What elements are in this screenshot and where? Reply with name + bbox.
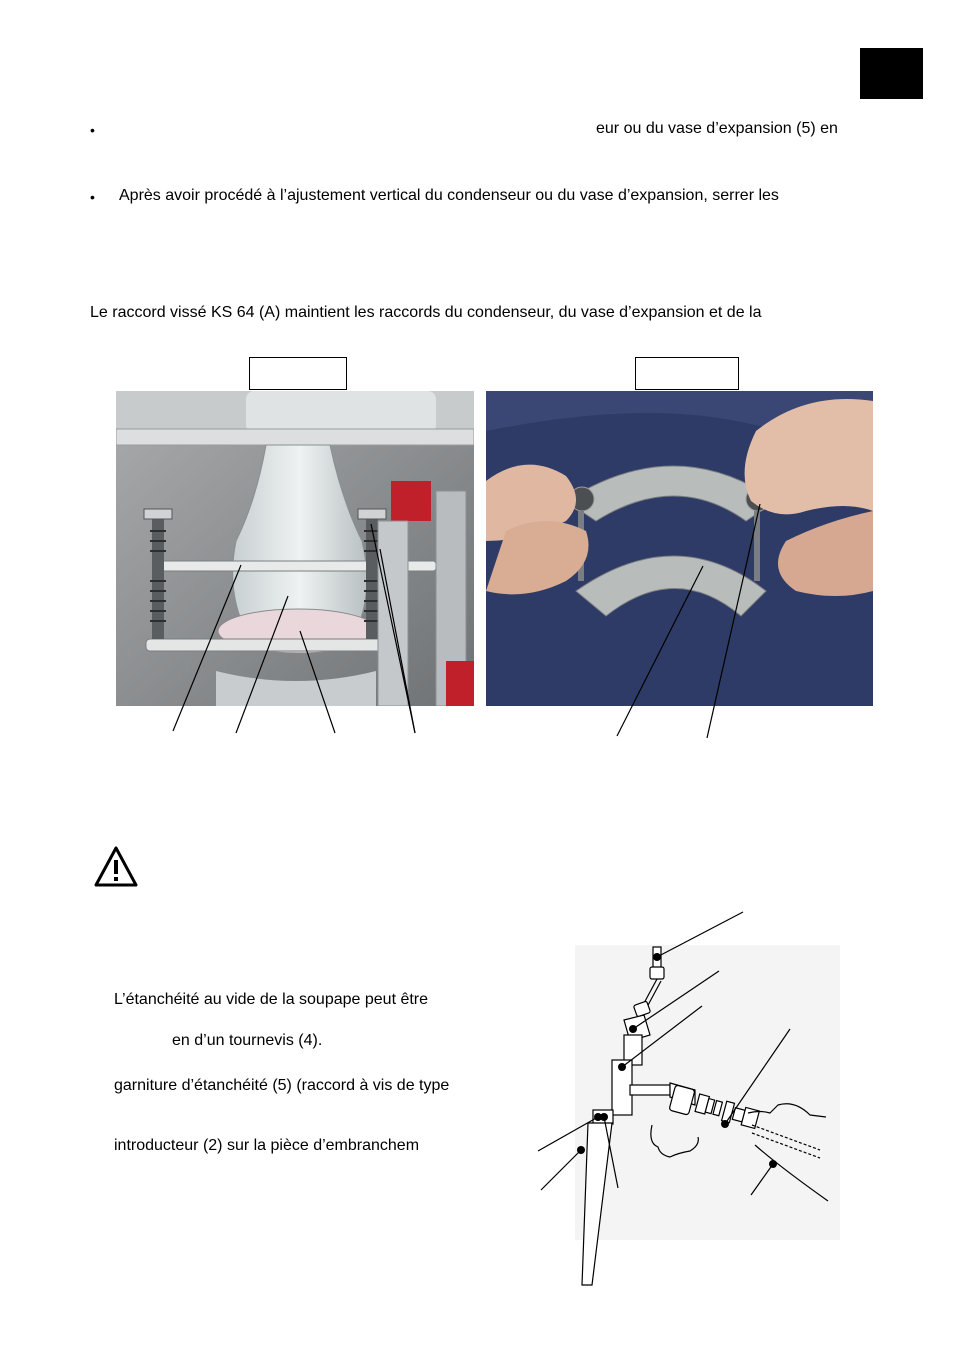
- bullet-marker-1: •: [90, 122, 95, 138]
- warning-triangle-icon: [94, 846, 138, 888]
- clamp-halves-photo: [486, 391, 873, 706]
- section-tab: [860, 48, 923, 99]
- valve-assembly-diagram: [520, 905, 850, 1290]
- clamp-assembly-photo: [116, 391, 474, 706]
- vacuum-line-2: en d’un tournevis (4).: [172, 1032, 323, 1049]
- left-figure-label: [249, 357, 347, 390]
- right-figure-label: [635, 357, 739, 390]
- bullet-marker-2: •: [90, 189, 95, 205]
- vacuum-line-1: L’étanchéité au vide de la soupape peut être: [114, 991, 429, 1008]
- vacuum-line-4: introducteur (2) sur la pièce d’embranchem: [114, 1137, 420, 1154]
- bullet-1-text: eur ou du vase d’expansion (5) en: [596, 120, 838, 137]
- vacuum-line-3: garniture d’étanchéité (5) (raccord à vis de type: [114, 1077, 450, 1094]
- ks64-paragraph: Le raccord vissé KS 64 (A) maintient les raccords du condenseur, du vase d’expansion et de la: [90, 304, 762, 321]
- bullet-2-text: Après avoir procédé à l’ajustement vertical du condenseur ou du vase d’expansion, serrer les: [119, 187, 779, 204]
